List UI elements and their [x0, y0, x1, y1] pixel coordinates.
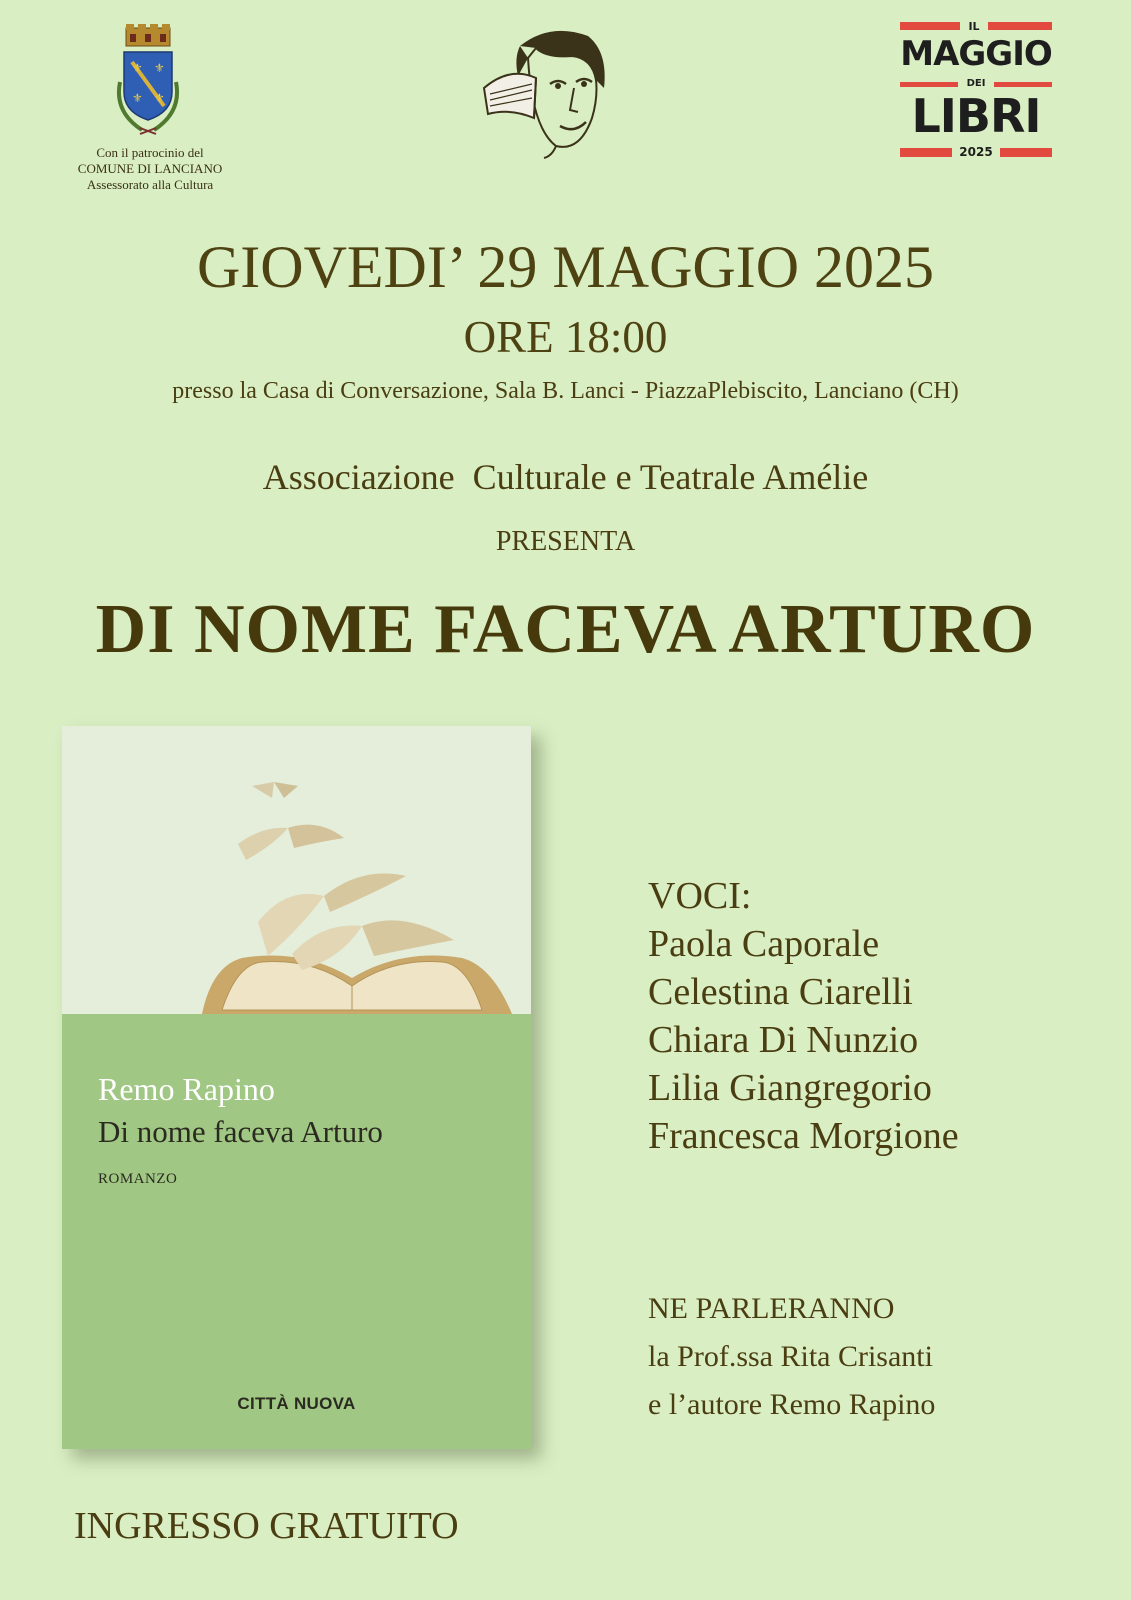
svg-text:⚜: ⚜	[132, 91, 143, 105]
free-admission-notice: INGRESSO GRATUITO	[74, 1505, 459, 1547]
book-genre: ROMANZO	[98, 1171, 178, 1187]
patronage-line: Assessorato alla Cultura	[86, 177, 214, 192]
event-time: ORE 18:00	[463, 312, 668, 362]
maggio-year-text: 2025	[959, 145, 993, 159]
maggio-il-text: IL	[968, 20, 980, 33]
amelie-face-logo	[480, 18, 620, 160]
organizer-name: Associazione Culturale e Teatrale Amélie	[262, 457, 869, 497]
maggio-dei-libri-logo	[900, 20, 1052, 158]
event-date: GIOVEDI’ 29 MAGGIO 2025	[196, 234, 935, 300]
voice-name: Francesca Morgione	[648, 1115, 959, 1157]
svg-text:⚜: ⚜	[132, 61, 143, 75]
speakers-heading: NE PARLERANNO	[648, 1292, 895, 1325]
voice-name: Paola Caporale	[648, 923, 880, 965]
voice-name: Lilia Giangregorio	[648, 1067, 932, 1109]
maggio-dei-text: DEI	[966, 78, 986, 89]
event-title: DI NOME FACEVA ARTURO	[95, 591, 1036, 668]
voices-label: VOCI:	[648, 875, 752, 917]
flying-pages-illustration	[62, 726, 531, 1014]
book-author: Remo Rapino	[98, 1071, 275, 1107]
lanciano-coat-of-arms	[112, 22, 184, 140]
maggio-main-text: MAGGIO	[900, 34, 1052, 74]
voice-name: Celestina Ciarelli	[648, 971, 913, 1013]
book-publisher: CITTÀ NUOVA	[237, 1394, 356, 1413]
patronage-line: Con il patrocinio del	[96, 145, 204, 160]
svg-text:⚜: ⚜	[154, 91, 165, 105]
patronage-text	[50, 145, 250, 193]
svg-text:⚜: ⚜	[154, 61, 165, 75]
presents-label: PRESENTA	[495, 526, 636, 557]
speaker-line: la Prof.ssa Rita Crisanti	[648, 1340, 933, 1373]
event-venue: presso la Casa di Conversazione, Sala B. Lanci - PiazzaPlebiscito, Lanciano (CH)	[172, 378, 959, 404]
speakers-block	[648, 1285, 935, 1429]
voice-name: Chiara Di Nunzio	[648, 1019, 919, 1061]
book-cover	[62, 726, 531, 1449]
voices-list	[648, 872, 959, 1160]
book-title: Di nome faceva Arturo	[98, 1114, 383, 1149]
maggio-libri-text: LIBRI	[911, 89, 1041, 143]
patronage-line: COMUNE DI LANCIANO	[77, 161, 223, 176]
speaker-line: e l’autore Remo Rapino	[648, 1388, 936, 1421]
